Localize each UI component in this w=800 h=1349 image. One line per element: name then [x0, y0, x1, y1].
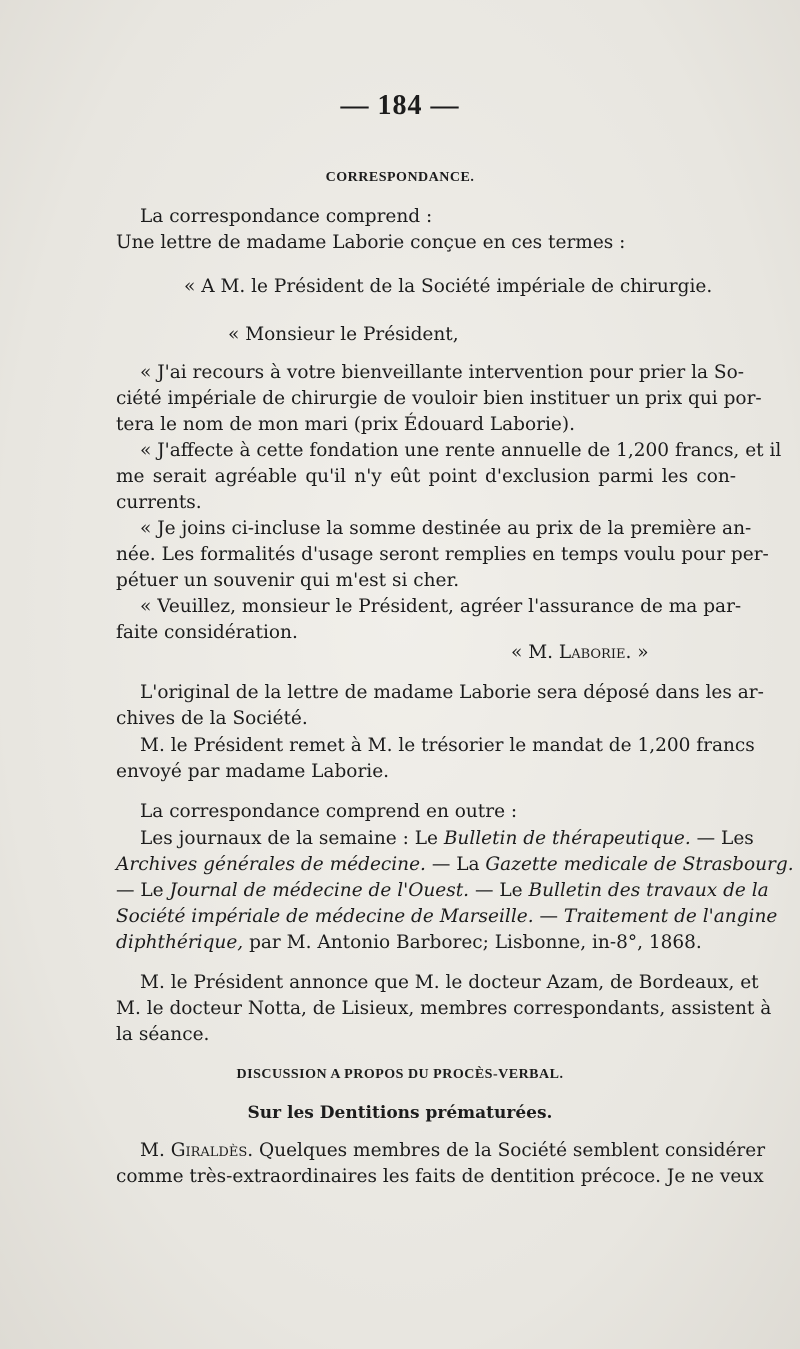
- text-line: [140, 826, 754, 852]
- letter-address: « A M. le Président de la Société impériale de chirurgie.: [184, 276, 713, 297]
- text-line: La correspondance comprend :: [140, 206, 433, 227]
- text-span: — Les: [696, 828, 754, 849]
- text-span: — La: [431, 854, 480, 875]
- text-line: tera le nom de mon mari (prix Édouard Laborie).: [116, 414, 575, 435]
- discussion-subtitle: Sur les Dentitions prématurées.: [247, 1103, 553, 1123]
- text-line: La correspondance comprend en outre :: [140, 801, 518, 822]
- section-heading: CORRESPONDANCE.: [325, 170, 475, 185]
- journal-title: Bulletin des travaux de la: [528, 880, 769, 901]
- text-line: [116, 930, 736, 956]
- text-line: M. le Président annonce que M. le docteur Azam, de Bordeaux, et: [140, 972, 759, 993]
- text-span: Les journaux de la semaine : Le: [140, 828, 438, 849]
- text-line: « J'affecte à cette fondation une rente annuelle de 1,200 francs, et il: [140, 440, 782, 461]
- text-span: — Le: [116, 880, 164, 901]
- text-span: par M. Antonio Barborec; Lisbonne, in-8°, 1868.: [249, 932, 702, 953]
- page-number: — 184 —: [340, 90, 460, 121]
- book-title: diphthérique,: [116, 932, 244, 953]
- text-line: comme très-extraordinaires les faits de dentition précoce. Je ne veux: [116, 1166, 764, 1187]
- text-line: L'original de la lettre de madame Laborie sera déposé dans les ar-: [140, 682, 764, 703]
- text-line: pétuer un souvenir qui m'est si cher.: [116, 570, 460, 591]
- text-line: « J'ai recours à votre bienveillante intervention pour prier la So-: [140, 362, 744, 383]
- text-line: me serait agréable qu'il n'y eût point d'exclusion parmi les con-: [116, 466, 736, 487]
- text-span: Quelques membres de la Société semblent considérer: [259, 1140, 766, 1161]
- text-line: M. le docteur Notta, de Lisieux, membres correspondants, assistent à: [116, 998, 772, 1019]
- text-line: [116, 878, 769, 904]
- text-line: née. Les formalités d'usage seront remplies en temps voulu pour per-: [116, 544, 769, 565]
- text-line: [116, 852, 794, 878]
- journal-title: Société impériale de médecine de Marseille.: [116, 906, 534, 927]
- book-title: Traitement de l'angine: [563, 906, 778, 927]
- text-line: M. le Président remet à M. le trésorier le mandat de 1,200 francs: [140, 735, 755, 756]
- text-line: currents.: [116, 492, 202, 513]
- text-line: « Veuillez, monsieur le Président, agréer l'assurance de ma par-: [140, 596, 742, 617]
- letter-signature: « M. Laborie. »: [511, 642, 649, 663]
- journal-title: Journal de médecine de l'Ouest.: [169, 880, 470, 901]
- text-line: ciété impériale de chirurgie de vouloir bien instituer un prix qui por-: [116, 388, 762, 409]
- letter-salutation: « Monsieur le Président,: [228, 324, 459, 345]
- discussion-heading: DISCUSSION A PROPOS DU PROCÈS-VERBAL.: [236, 1067, 564, 1082]
- journal-title: Bulletin de thérapeutique.: [443, 828, 691, 849]
- text-line: envoyé par madame Laborie.: [116, 761, 390, 782]
- text-line: faite considération.: [116, 622, 298, 643]
- text-line: [140, 1138, 766, 1164]
- text-line: la séance.: [116, 1024, 210, 1045]
- text-span: —: [539, 906, 558, 927]
- journal-title: Gazette medicale de Strasbourg.: [485, 854, 794, 875]
- text-line: [116, 904, 778, 930]
- text-line: Une lettre de madame Laborie conçue en ces termes :: [116, 232, 626, 253]
- text-line: chives de la Société.: [116, 708, 308, 729]
- text-span: — Le: [474, 880, 523, 901]
- text-line: « Je joins ci-incluse la somme destinée au prix de la première an-: [140, 518, 752, 539]
- journal-title: Archives générales de médecine.: [116, 854, 426, 875]
- speaker-name: M. Giraldès.: [140, 1140, 254, 1161]
